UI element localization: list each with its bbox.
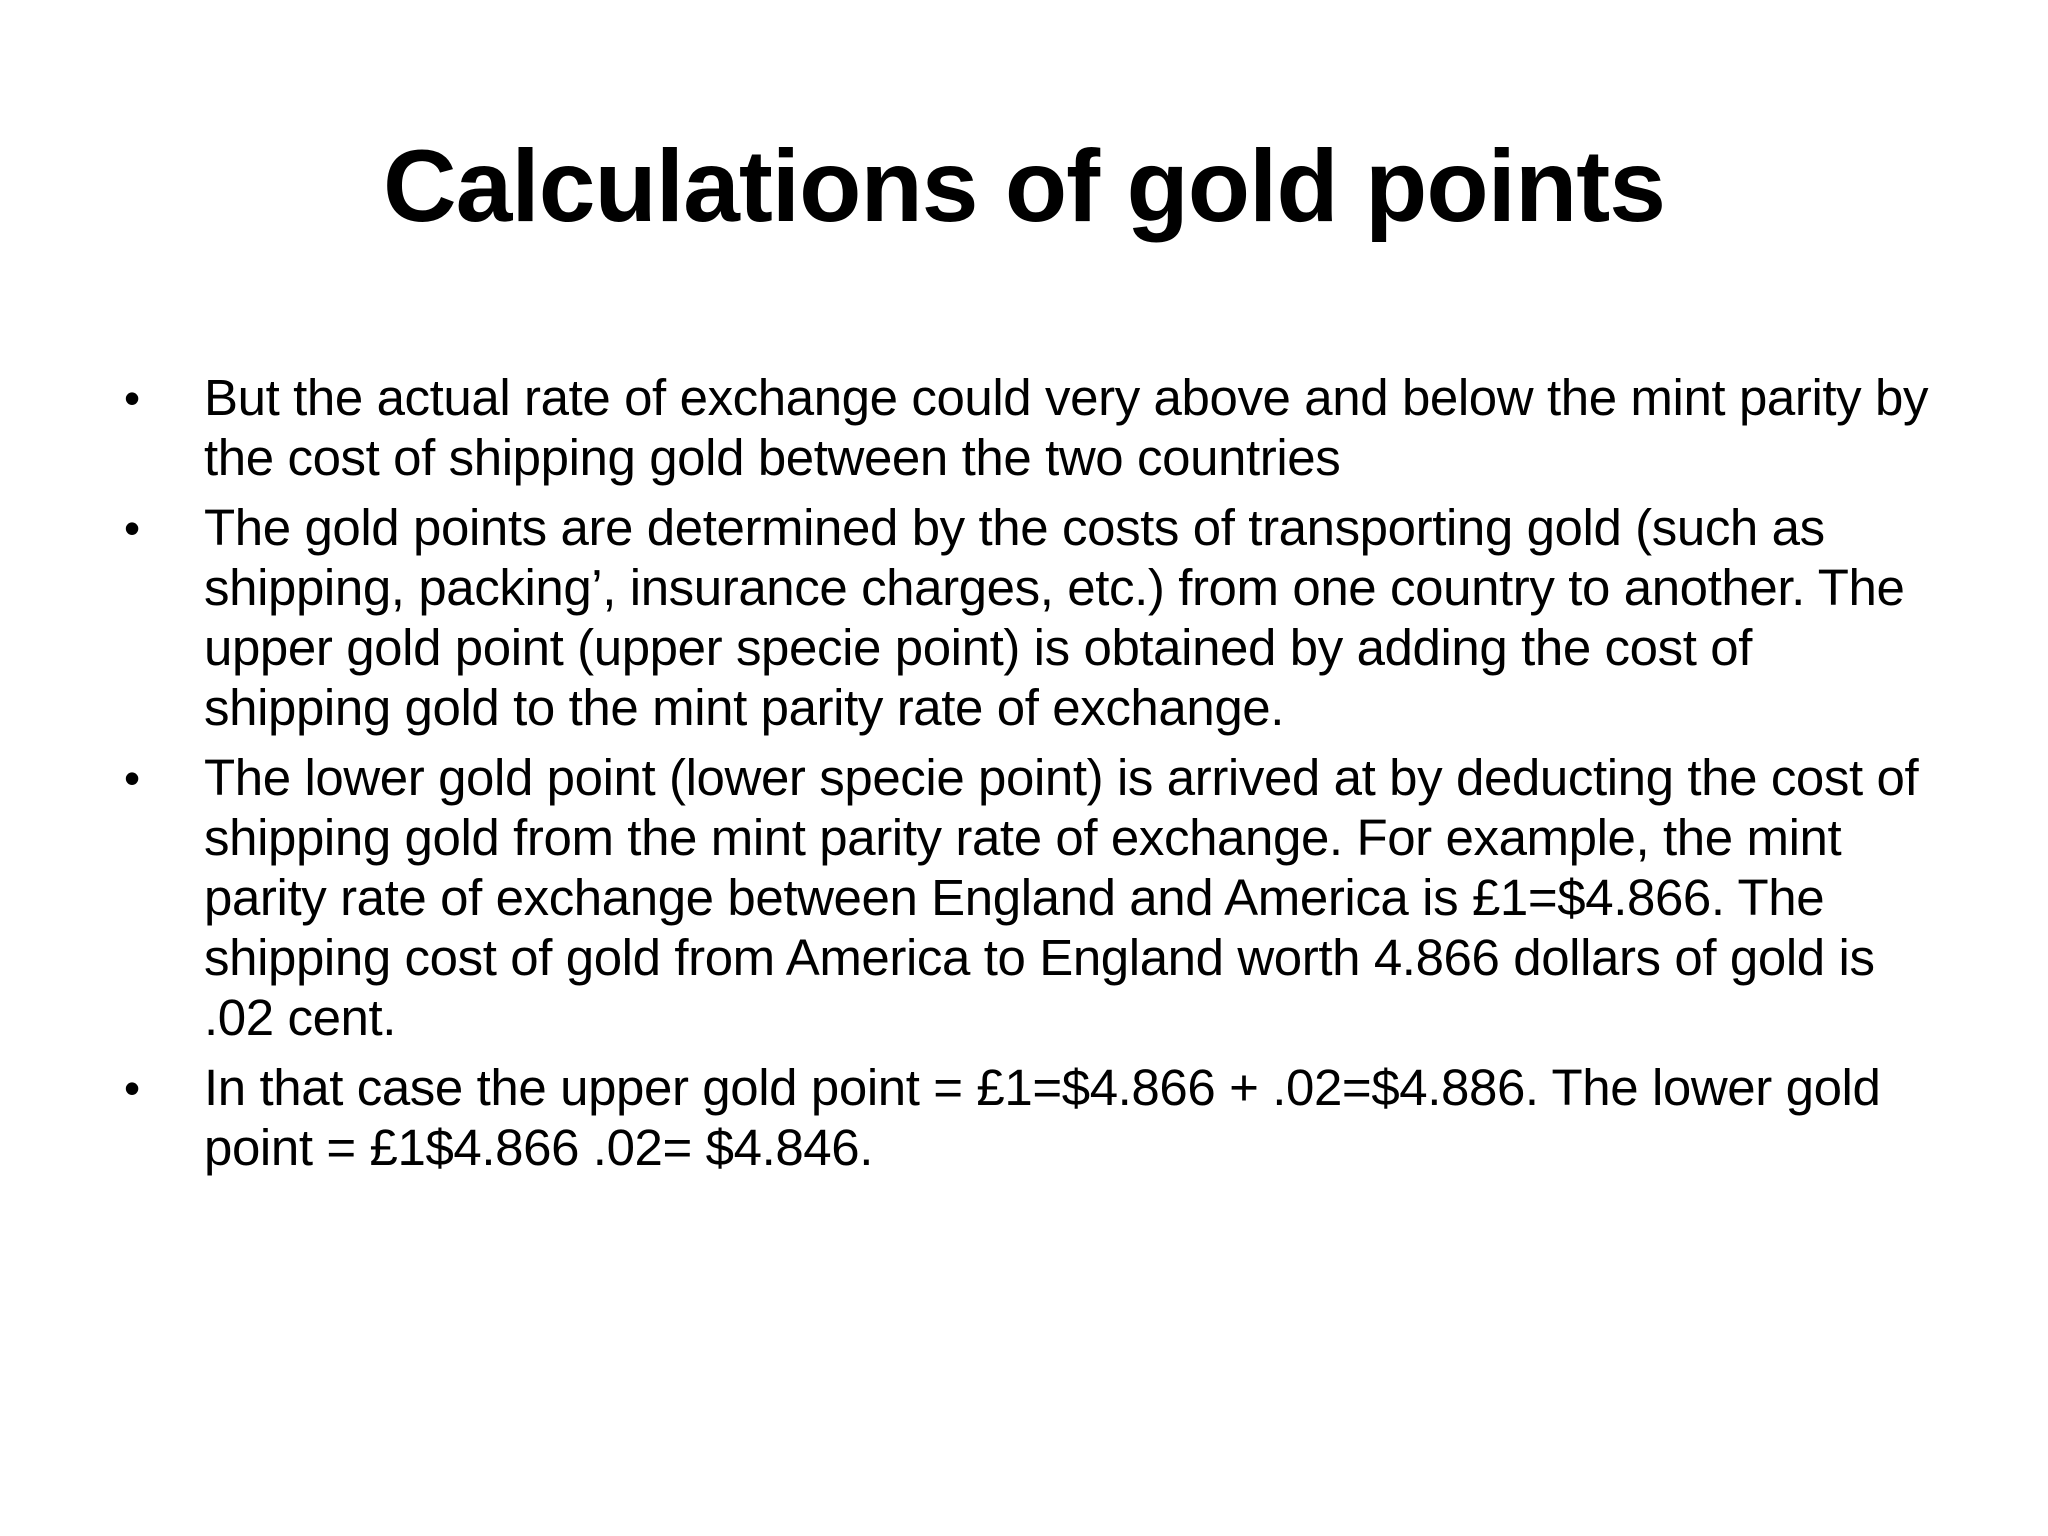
bullet-item [120,1058,1930,1178]
bullet-text: In that case the upper gold point = £1=$4.866 + .02=$4.886. The lower gold point = £1$4.866 .02= $4.846. [204,1059,1881,1176]
bullet-text: The lower gold point (lower specie point) is arrived at by deducting the cost of shipping gold from the mint parity rate of exchange. For example, the mint parity rate of exchange between England and America is £1=$4.866. The shipping cost of gold from America to England worth 4.866 dollars of gold is .02 cent. [204,749,1919,1046]
bullet-text: But the actual rate of exchange could very above and below the mint parity by the cost of shipping gold between the two countries [204,369,1929,486]
bullet-icon: • [124,752,140,804]
bullet-item [120,368,1930,488]
bullet-list [120,368,1930,1188]
bullet-icon: • [124,1062,140,1114]
bullet-icon: • [124,502,140,554]
bullet-item [120,498,1930,738]
slide-title: Calculations of gold points [383,129,1665,243]
bullet-text: The gold points are determined by the costs of transporting gold (such as shipping, packing’, insurance charges, etc.) from one country to another. The upper gold point (upper specie point) is obtained by adding the cost of shipping gold to the mint parity rate of exchange. [204,499,1905,736]
bullet-item [120,748,1930,1048]
bullet-icon: • [124,372,140,424]
